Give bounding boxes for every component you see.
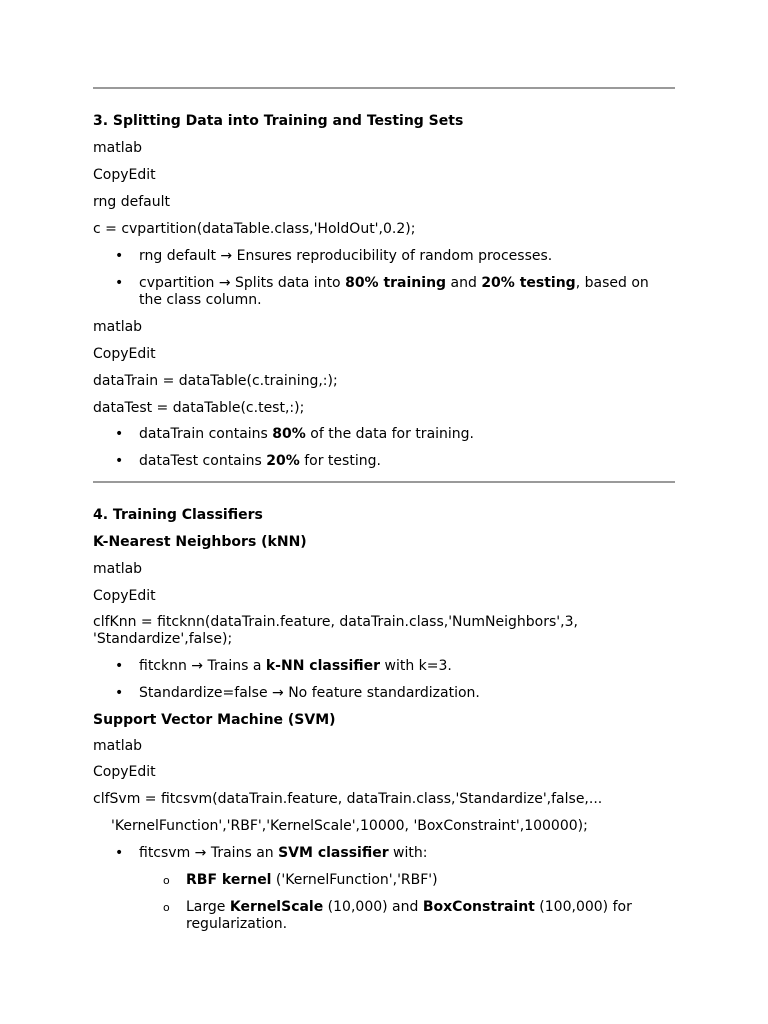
code-language-label: matlab: [93, 738, 143, 754]
bullet-text: ('KernelFunction','RBF'): [271, 872, 438, 888]
bullet-text: Large: [186, 899, 230, 915]
bold-text: 20%: [266, 453, 300, 469]
code-language-label: matlab: [93, 140, 143, 156]
sub-bullet-list: [93, 872, 675, 933]
bullet-text: with k=3.: [380, 658, 452, 674]
code-line: clfKnn = fitcknn(dataTrain.feature, dataTrain.class,'NumNeighbors',3, 'Standardize',false);: [93, 614, 578, 647]
section-4-heading: 4. Training Classifiers: [93, 507, 263, 523]
code-line: 'KernelFunction','RBF','KernelScale',10000, 'BoxConstraint',100000);: [111, 818, 588, 834]
code-line: dataTest = dataTable(c.test,:);: [93, 400, 305, 416]
bullet-text: dataTest contains: [139, 453, 267, 469]
bold-text: RBF kernel: [186, 872, 272, 888]
list-item: [93, 426, 675, 443]
bullet-text: for testing.: [299, 453, 381, 469]
bold-text: 80% training: [345, 275, 447, 291]
list-item: [93, 685, 675, 702]
code-line: rng default: [93, 194, 170, 210]
horizontal-rule: [93, 481, 675, 483]
code-line: c = cvpartition(dataTable.class,'HoldOut',0.2);: [93, 221, 416, 237]
bullet-text: fitcsvm → Trains an: [139, 845, 279, 861]
bullet-list: [93, 658, 675, 702]
list-item: [93, 275, 675, 309]
list-item: [93, 658, 675, 675]
sub-list-item: [93, 899, 675, 933]
bold-text: KernelScale: [229, 899, 324, 915]
bullet-text: of the data for training.: [305, 426, 475, 442]
bullet-list: [93, 845, 675, 862]
bold-text: 20% testing: [481, 275, 576, 291]
bold-text: SVM classifier: [278, 845, 389, 861]
svm-heading: Support Vector Machine (SVM): [93, 712, 336, 728]
sub-list-item: [93, 872, 675, 889]
list-item: [93, 248, 675, 265]
list-item: [93, 845, 675, 862]
bold-text: BoxConstraint: [422, 899, 535, 915]
horizontal-rule: [93, 87, 675, 89]
section-3-heading: 3. Splitting Data into Training and Testing Sets: [93, 113, 464, 129]
document-page: [93, 0, 675, 933]
code-language-label: matlab: [93, 319, 143, 335]
copy-edit-label[interactable]: CopyEdit: [93, 588, 156, 604]
bullet-list: [93, 248, 675, 309]
code-line: clfSvm = fitcsvm(dataTrain.feature, dataTrain.class,'Standardize',false,...: [93, 791, 603, 807]
code-line: dataTrain = dataTable(c.training,:);: [93, 373, 338, 389]
bullet-text: Standardize=false → No feature standardization.: [139, 685, 480, 701]
bullet-text: rng default → Ensures reproducibility of random processes.: [139, 248, 553, 264]
bullet-text: , based on the class column.: [139, 275, 649, 308]
copy-edit-label[interactable]: CopyEdit: [93, 167, 156, 183]
knn-heading: K-Nearest Neighbors (kNN): [93, 534, 307, 550]
bold-text: k-NN classifier: [265, 658, 381, 674]
bold-text: 80%: [272, 426, 306, 442]
bullet-text: dataTrain contains: [139, 426, 273, 442]
bullet-list: [93, 426, 675, 470]
bullet-text: and: [446, 275, 482, 291]
list-item: [93, 453, 675, 470]
bullet-text: (10,000) and: [323, 899, 423, 915]
copy-edit-label[interactable]: CopyEdit: [93, 764, 156, 780]
code-language-label: matlab: [93, 561, 143, 577]
bullet-text: (100,000) for regularization.: [186, 899, 632, 932]
bullet-text: cvpartition → Splits data into: [139, 275, 346, 291]
bullet-text: fitcknn → Trains a: [139, 658, 266, 674]
bullet-text: with:: [388, 845, 428, 861]
copy-edit-label[interactable]: CopyEdit: [93, 346, 156, 362]
